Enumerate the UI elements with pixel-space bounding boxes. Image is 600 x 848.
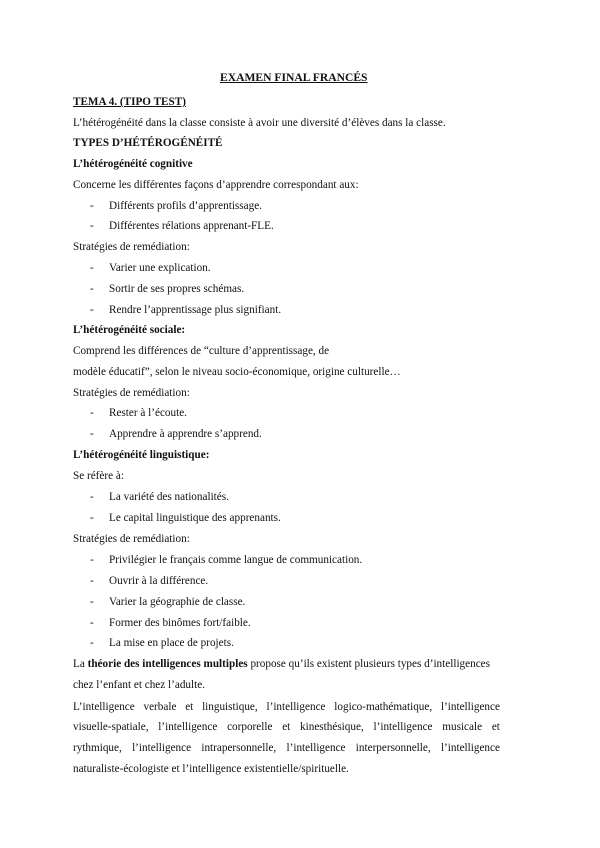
list-item: Rendre l’apprentissage plus signifiant. — [109, 304, 282, 316]
page-title: EXAMEN FINAL FRANCÉS — [220, 71, 368, 84]
cognitive-heading: L’hétérogénéité cognitive — [73, 158, 193, 170]
theory-line-2: chez l’enfant et chez l’adulte. — [73, 679, 205, 691]
types-heading: TYPES D’HÉTÉROGÉNÉITÉ — [73, 137, 223, 149]
list-item: Former des binômes fort/faible. — [109, 617, 251, 629]
linguistique-lead: Se réfère à: — [73, 470, 124, 482]
list-item: La mise en place de projets. — [109, 637, 234, 649]
bullet: - — [90, 637, 94, 649]
bullet: - — [90, 304, 94, 316]
bullet: - — [90, 262, 94, 274]
paragraph-line: naturaliste-écologiste et l’intelligence existentielle/spirituelle. — [73, 763, 349, 775]
paragraph-line: rythmique, l’intelligence intrapersonnelle, l’intelligence interpersonnelle, l’intelligence — [73, 742, 500, 754]
theory-line-1 — [73, 657, 490, 671]
list-item: Apprendre à apprendre s’apprend. — [109, 428, 262, 440]
intro-text: L’hétérogénéité dans la classe consiste à avoir une diversité d’élèves dans la classe. — [73, 117, 446, 129]
paragraph-line: visuelle-spatiale, l’intelligence corporelle et kinesthésique, l’intelligence musicale et — [73, 721, 500, 733]
sociale-lead-1: Comprend les différences de “culture d’apprentissage, de — [73, 345, 330, 357]
theory-pre: La — [73, 658, 88, 670]
bullet: - — [90, 512, 94, 524]
bullet: - — [90, 596, 94, 608]
strategies-label: Stratégies de remédiation: — [73, 387, 190, 399]
list-item: Le capital linguistique des apprenants. — [109, 512, 281, 524]
sociale-lead-2: modèle éducatif”, selon le niveau socio-économique, origine culturelle… — [73, 366, 401, 378]
bullet: - — [90, 428, 94, 440]
strategies-label: Stratégies de remédiation: — [73, 533, 190, 545]
sociale-heading: L’hétérogénéité sociale: — [73, 324, 186, 336]
theory-bold: théorie des intelligences multiples — [87, 658, 248, 670]
list-item: Ouvrir à la différence. — [109, 575, 209, 587]
bullet: - — [90, 575, 94, 587]
tema-heading: TEMA 4. (TIPO TEST) — [73, 96, 186, 108]
list-item: Varier une explication. — [109, 262, 211, 274]
bullet: - — [90, 407, 94, 419]
list-item: La variété des nationalités. — [109, 491, 229, 503]
cognitive-lead: Concerne les différentes façons d’apprendre correspondant aux: — [73, 179, 359, 191]
bullet: - — [90, 283, 94, 295]
bullet: - — [90, 200, 94, 212]
strategies-label: Stratégies de remédiation: — [73, 241, 190, 253]
bullet: - — [90, 554, 94, 566]
list-item: Différents profils d’apprentissage. — [109, 200, 262, 212]
bullet: - — [90, 220, 94, 232]
paragraph-line: L’intelligence verbale et linguistique, l’intelligence logico-mathématique, l’intelligence — [73, 701, 500, 713]
list-item: Varier la géographie de classe. — [109, 596, 246, 608]
list-item: Sortir de ses propres schémas. — [109, 283, 245, 295]
theory-post: propose qu’ils existent plusieurs types d’intelligences — [247, 658, 490, 670]
bullet: - — [90, 617, 94, 629]
list-item: Privilégier le français comme langue de communication. — [109, 554, 363, 566]
bullet: - — [90, 491, 94, 503]
list-item: Différentes rélations apprenant-FLE. — [109, 220, 274, 232]
linguistique-heading: L’hétérogénéité linguistique: — [73, 449, 210, 461]
list-item: Rester à l’écoute. — [109, 407, 187, 419]
